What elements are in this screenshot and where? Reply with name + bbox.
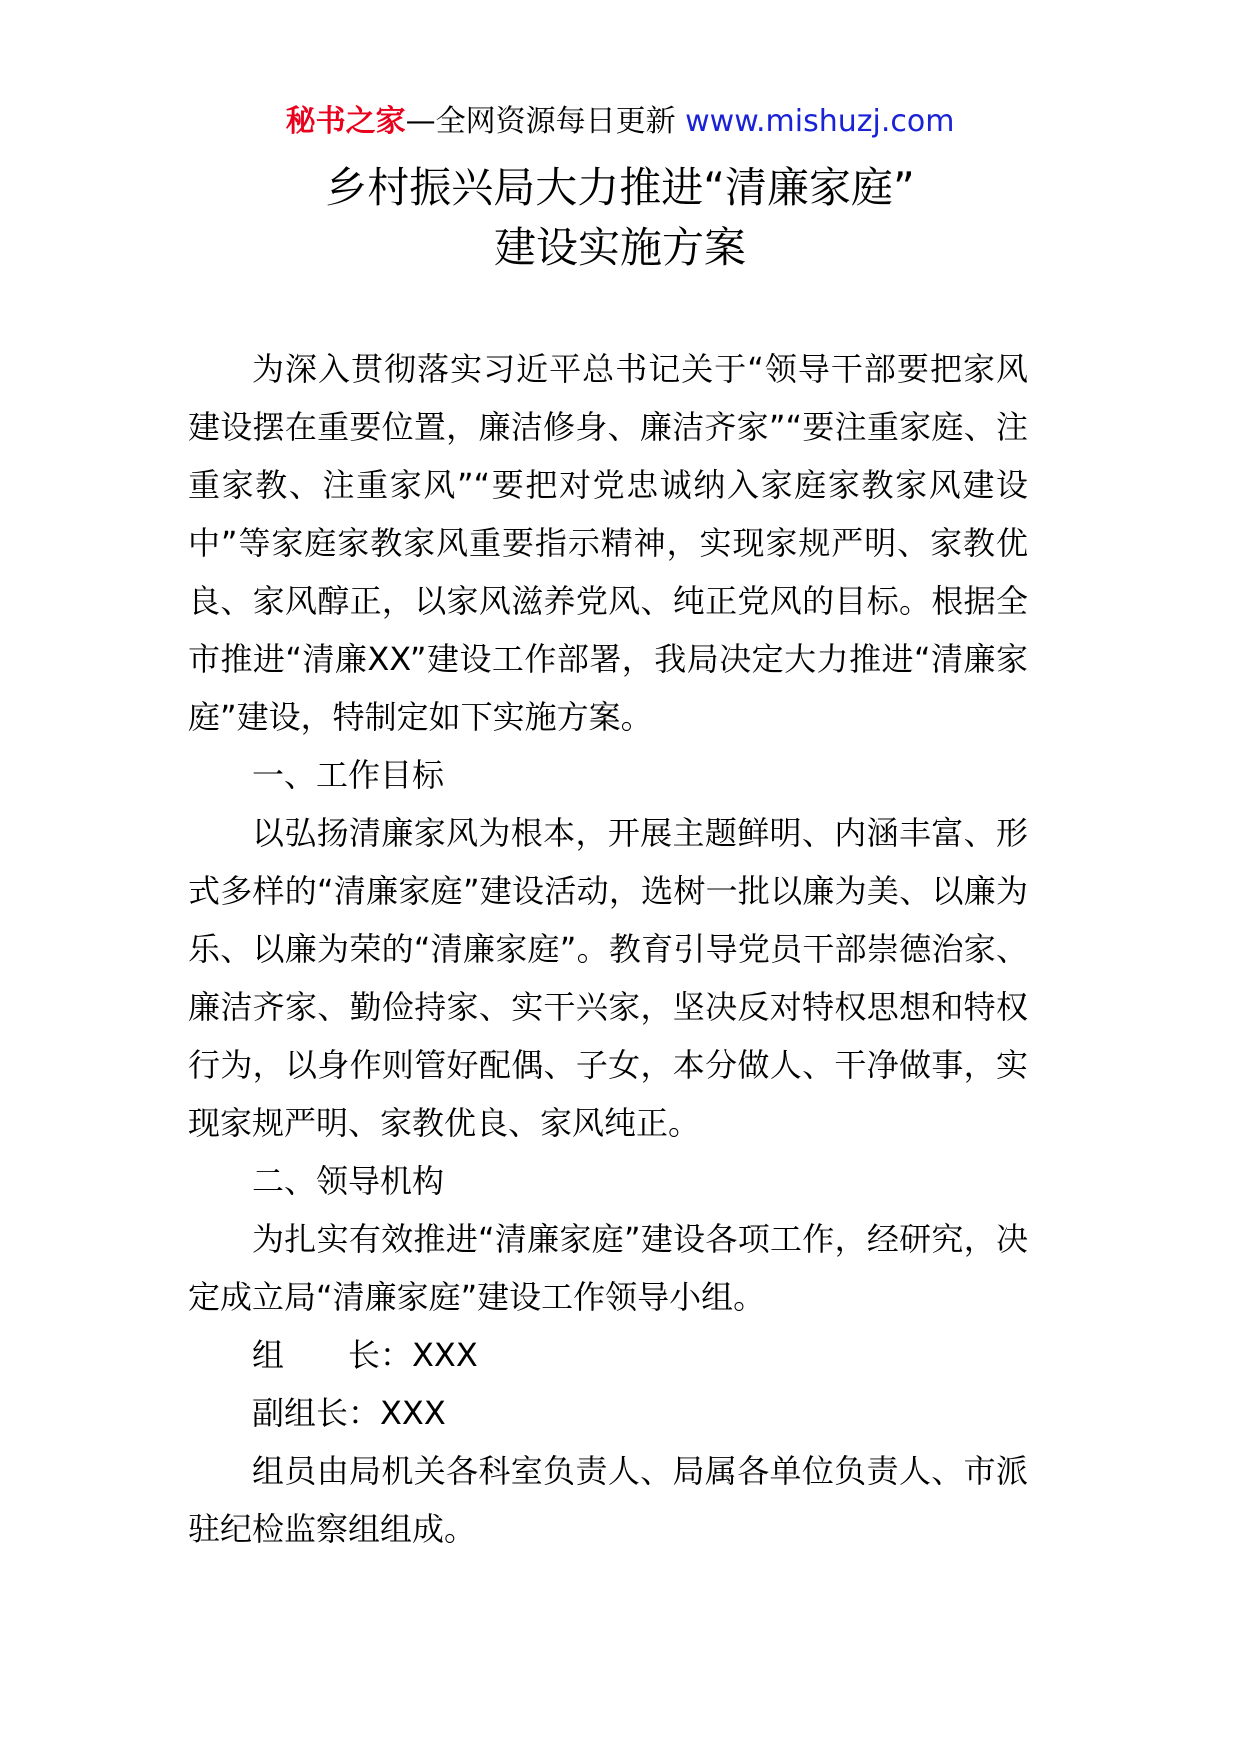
intro-paragraph: 为深入贯彻落实习近平总书记关于“领导干部要把家风建设摆在重要位置，廉洁修身、廉洁齐家”“要注重家庭、注重家教、注重家风”“要把对党忠诚纳入家庭家教家风建设中”等家庭家教家风重要指示精神，实现家规严明、家教优良、家风醇正，以家风滋养党风、纯正党风的目标。根据全市推进“清廉XX”建设工作部署，我局决定大力推进“清廉家庭”建设，特制定如下实施方案。 [188, 350, 1028, 736]
site-url-link[interactable]: www.mishuzj.com [685, 104, 955, 139]
site-header [0, 100, 1240, 144]
document-title-line-1: 乡村振兴局大力推进“清廉家庭” [325, 163, 915, 212]
leadership-paragraph: 为扎实有效推进“清廉家庭”建设各项工作，经研究，决定成立局“清廉家庭”建设工作领导小组。 [188, 1220, 1028, 1316]
deputy-leader-line: 副组长：XXX [252, 1394, 446, 1432]
document-title-line-2: 建设实施方案 [493, 223, 746, 272]
work-goals-paragraph: 以弘扬清廉家风为根本，开展主题鲜明、内涵丰富、形式多样的“清廉家庭”建设活动，选树一批以廉为美、以廉为乐、以廉为荣的“清廉家庭”。教育引导党员干部崇德治家、廉洁齐家、勤俭持家、实干兴家，坚决反对特权思想和特权行为，以身作则管好配偶、子女，本分做人、干净做事，实现家规严明、家教优良、家风纯正。 [188, 814, 1028, 1142]
header-slogan: —全网资源每日更新 [405, 104, 686, 139]
group-leader-line: 组 长：XXX [252, 1336, 478, 1374]
members-paragraph: 组员由局机关各科室负责人、局属各单位负责人、市派驻纪检监察组组成。 [188, 1452, 1028, 1548]
document-body [188, 340, 1028, 1558]
section-heading-leadership: 二、领导机构 [252, 1162, 445, 1200]
brand-name: 秘书之家 [285, 104, 406, 139]
section-heading-work-goals: 一、工作目标 [252, 756, 445, 794]
